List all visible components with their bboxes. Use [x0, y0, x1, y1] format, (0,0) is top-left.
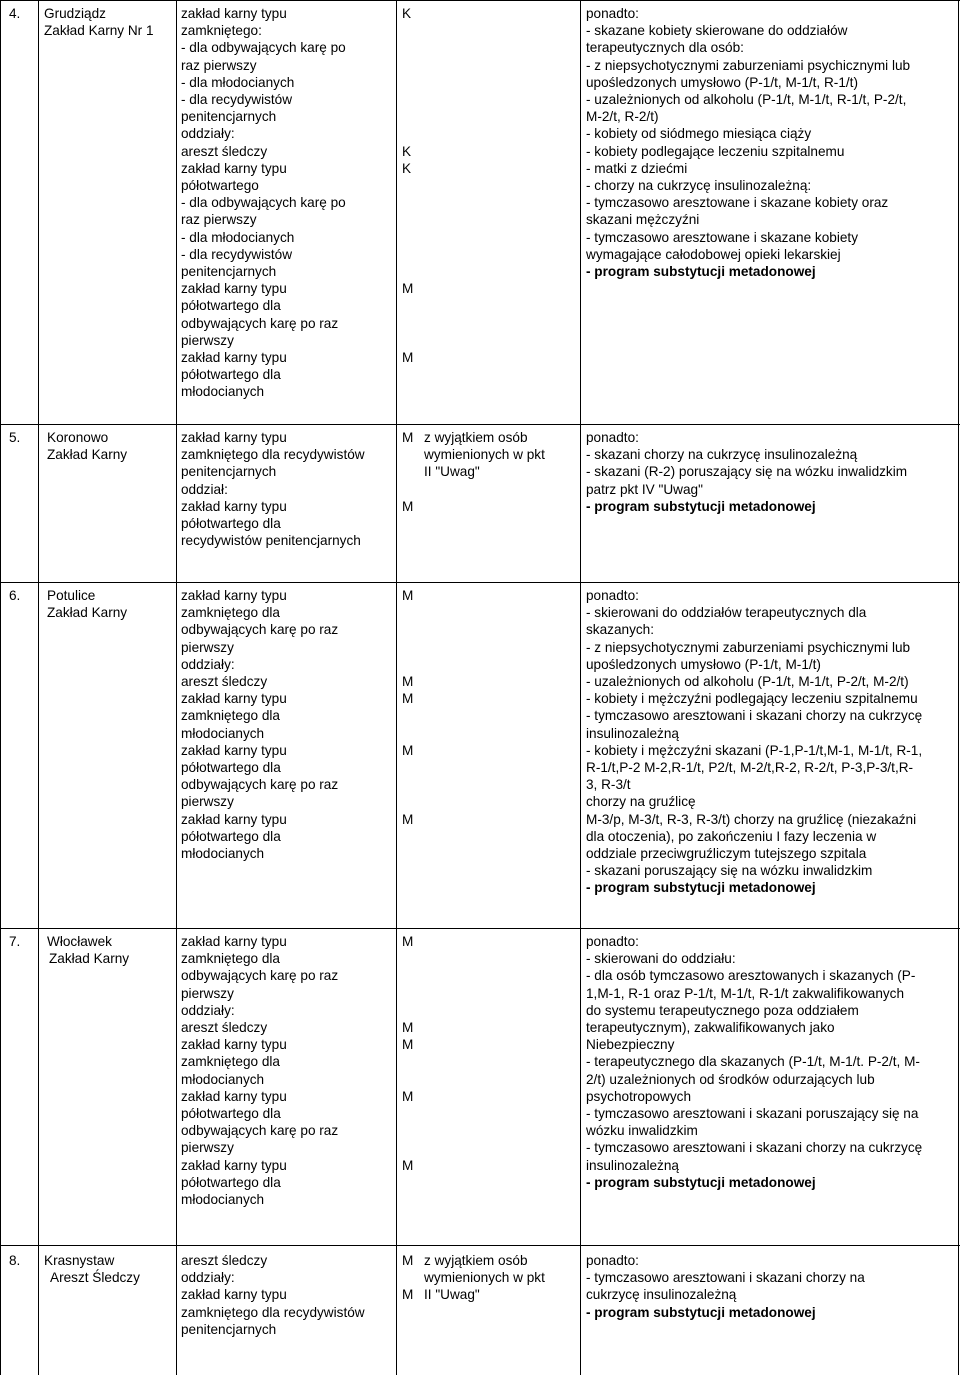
sex-code: M	[402, 1157, 414, 1173]
notes-line: insulinozależną	[586, 725, 679, 741]
row-divider	[0, 1245, 960, 1246]
facility-type-line: pierwszy	[181, 1140, 234, 1156]
notes-line: patrz pkt IV "Uwag"	[586, 481, 703, 497]
notes-line: - kobiety i mężczyźni skazani (P-1,P-1/t,M-1, M-1/t, R-1,	[586, 742, 923, 758]
facility-type-line: zamkniętego dla	[181, 708, 280, 724]
facility-type-line: zakład karny typu	[181, 6, 287, 21]
sex-code: M	[402, 934, 414, 949]
row-divider	[0, 928, 960, 929]
facility-type-line: zamkniętego dla recydywistów	[181, 447, 365, 463]
sex-code: M	[402, 1287, 414, 1303]
notes-line: skazanych:	[586, 622, 655, 638]
methadone-program-note: - program substytucji metadonowej	[586, 1304, 816, 1320]
notes-line: chorzy na gruźlicę	[586, 794, 696, 810]
table-border-right	[958, 0, 959, 1375]
facility-type-line: zamkniętego:	[181, 23, 262, 39]
notes-line: - skierowani do oddziałów terapeutycznych dla	[586, 605, 867, 621]
facility-type-line: zakład karny typu	[181, 430, 287, 445]
facility-type-line: penitencjarnych	[181, 1321, 277, 1337]
facility-type-line: młodocianych	[181, 1192, 265, 1207]
sex-code: M	[402, 1037, 414, 1053]
table-border-top	[0, 0, 960, 1]
notes-line: - tymczasowo aresztowani i skazani chorzy na	[586, 1270, 865, 1286]
facility-type-line: zakład karny typu	[181, 350, 287, 365]
facility-type-line: młodocianych	[181, 1071, 265, 1087]
facility-type-line: półotwartego dla	[181, 760, 281, 775]
institution-city: Włocławek	[47, 934, 112, 949]
methadone-program-note: - program substytucji metadonowej	[586, 498, 816, 514]
sex-code: M	[402, 1020, 414, 1035]
notes-line: dla otoczenia), po zakończeniu I fazy leczenia w	[586, 828, 877, 844]
notes-line: oddziale przeciwgruźliczym tutejszego szpitala	[586, 846, 867, 861]
notes-line: ponadto:	[586, 1253, 639, 1268]
row-number: 8.	[9, 1253, 21, 1268]
sex-code: M	[402, 1253, 414, 1268]
institution-city: Krasnystaw	[44, 1253, 115, 1268]
institution-name: Zakład Karny	[47, 447, 128, 463]
notes-line: - tymczasowo aresztowane i skazane kobiety	[586, 229, 858, 245]
facility-type-line: penitencjarnych	[181, 109, 277, 125]
facility-type-line: - dla odbywających karę po	[181, 40, 346, 56]
notes-line: upośledzonych umysłowo (P-1/t, M-1/t)	[586, 656, 821, 672]
notes-line: - kobiety podlegające leczeniu szpitalnemu	[586, 143, 845, 159]
facility-type-line: zakład karny typu	[181, 811, 287, 827]
facility-type-line: młodocianych	[181, 725, 265, 741]
facility-type-line: półotwartego dla	[181, 298, 281, 314]
sex-code: M	[402, 742, 414, 758]
sex-code: K	[402, 143, 412, 159]
facility-type-line: zamkniętego dla	[181, 1054, 280, 1070]
methadone-program-note: - program substytucji metadonowej	[586, 264, 816, 279]
sex-code: M	[402, 350, 414, 365]
facility-type-line: - dla recydywistów	[181, 246, 293, 262]
facility-type-line: pierwszy	[181, 794, 234, 810]
facility-type-line: oddziały:	[181, 1270, 235, 1286]
exception-note-line: II "Uwag"	[424, 464, 480, 480]
row-number: 4.	[9, 6, 21, 21]
facility-type-line: zakład karny typu	[181, 160, 287, 176]
notes-line: upośledzonych umysłowo (P-1/t, M-1/t, R-1/t)	[586, 74, 858, 90]
facility-type-line: raz pierwszy	[181, 57, 257, 73]
facility-type-line: oddział:	[181, 481, 228, 497]
sex-code: M	[402, 1088, 414, 1104]
facility-type-line: zamkniętego dla recydywistów	[181, 1304, 365, 1320]
facility-type-line: zamkniętego dla	[181, 951, 280, 967]
notes-line: terapeutycznym), zakwalifikowanych jako	[586, 1020, 835, 1035]
facility-type-line: oddziały:	[181, 126, 235, 142]
facility-type-line: półotwartego dla	[181, 516, 281, 531]
table-border-left	[0, 0, 1, 1375]
institution-name: Zakład Karny Nr 1	[44, 23, 154, 39]
notes-line: wymagające całodobowej opieki lekarskiej	[586, 246, 841, 262]
notes-line: - terapeutycznego dla skazanych (P-1/t, M-1/t. P-2/t, M-	[586, 1054, 920, 1070]
institution-name: Zakład Karny	[47, 605, 128, 621]
row-divider	[0, 424, 960, 425]
facility-type-line: odbywających karę po raz	[181, 777, 339, 793]
facility-type-line: pierwszy	[181, 639, 234, 655]
institution-city: Grudziądz	[44, 6, 106, 21]
notes-line: - z niepsychotycznymi zaburzeniami psychicznymi lub	[586, 639, 911, 655]
facility-type-line: zakład karny typu	[181, 1037, 287, 1053]
notes-line: M-2/t, R-2/t)	[586, 109, 659, 125]
facility-type-line: zakład karny typu	[181, 498, 287, 514]
notes-line: cukrzycę insulinozależną	[586, 1287, 737, 1303]
facility-type-line: penitencjarnych	[181, 464, 277, 480]
column-divider	[580, 0, 581, 1375]
notes-line: - tymczasowo aresztowani i skazani poruszający się na	[586, 1106, 919, 1121]
row-number: 6.	[9, 588, 21, 603]
sex-code: M	[402, 498, 414, 514]
column-divider	[176, 0, 177, 1375]
institution-name: Zakład Karny	[49, 951, 130, 967]
notes-line: Niebezpieczny	[586, 1037, 675, 1053]
sex-code: M	[402, 588, 414, 603]
facility-type-line: zakład karny typu	[181, 1157, 287, 1173]
facility-type-line: półotwartego dla	[181, 1106, 281, 1121]
facility-type-line: odbywających karę po raz	[181, 1123, 339, 1139]
facility-type-line: pierwszy	[181, 332, 234, 348]
facility-type-line: zakład karny typu	[181, 934, 287, 949]
institution-city: Potulice	[47, 588, 96, 603]
facility-type-line: areszt śledczy	[181, 1253, 268, 1268]
notes-line: - skierowani do oddziału:	[586, 951, 736, 967]
notes-line: - skazani poruszający się na wózku inwalidzkim	[586, 863, 873, 879]
sex-code: M	[402, 281, 414, 297]
exception-note-line: z wyjątkiem osób	[424, 1253, 528, 1268]
facility-type-line: areszt śledczy	[181, 1020, 268, 1035]
notes-line: - skazani chorzy na cukrzycę insulinozależną	[586, 447, 858, 463]
methadone-program-note: - program substytucji metadonowej	[586, 1174, 816, 1190]
notes-line: - z niepsychotycznymi zaburzeniami psychicznymi lub	[586, 57, 911, 73]
facility-type-line: areszt śledczy	[181, 143, 268, 159]
notes-line: - tymczasowo aresztowane i skazane kobiety oraz	[586, 195, 889, 211]
facility-type-line: półotwartego	[181, 178, 259, 193]
notes-line: ponadto:	[586, 588, 639, 603]
notes-line: - skazane kobiety skierowane do oddziałów	[586, 23, 848, 39]
facility-type-line: młodocianych	[181, 846, 265, 861]
facility-type-line: oddziały:	[181, 1002, 235, 1018]
exception-note-line: z wyjątkiem osób	[424, 430, 528, 445]
facility-type-line: recydywistów penitencjarnych	[181, 533, 361, 549]
sex-code: M	[402, 811, 414, 827]
facility-type-line: - dla młodocianych	[181, 74, 295, 90]
notes-line: - kobiety od siódmego miesiąca ciąży	[586, 126, 812, 142]
institution-city: Koronowo	[47, 430, 109, 445]
facility-type-line: półotwartego dla	[181, 828, 281, 844]
column-divider	[38, 0, 39, 1375]
sex-code: K	[402, 6, 412, 21]
sex-code: M	[402, 430, 414, 445]
facility-type-line: - dla młodocianych	[181, 229, 295, 245]
notes-line: ponadto:	[586, 934, 639, 949]
notes-line: terapeutycznych dla osób:	[586, 40, 744, 56]
notes-line: insulinozależną	[586, 1157, 679, 1173]
notes-line: 1,M-1, R-1 oraz P-1/t, M-1/t, R-1/t zakwalifikowanych	[586, 985, 905, 1001]
row-divider	[0, 582, 960, 583]
notes-line: 2/t) uzależnionych od środków odurzających lub	[586, 1071, 875, 1087]
notes-line: - uzależnionych od alkoholu (P-1/t, M-1/t, R-1/t, P-2/t,	[586, 92, 907, 107]
notes-line: - matki z dziećmi	[586, 160, 688, 176]
institution-name: Areszt Śledczy	[50, 1270, 140, 1286]
notes-line: skazani mężczyźni	[586, 212, 700, 228]
row-number: 7.	[9, 934, 21, 949]
exception-note-line: wymienionych w pkt	[424, 1270, 545, 1286]
notes-line: - tymczasowo aresztowani i skazani chorzy na cukrzycę	[586, 708, 923, 724]
notes-line: wózku inwalidzkim	[586, 1123, 698, 1139]
facility-type-line: zakład karny typu	[181, 588, 287, 603]
facility-type-line: pierwszy	[181, 985, 234, 1001]
facility-type-line: odbywających karę po raz	[181, 968, 339, 984]
facility-type-line: zakład karny typu	[181, 1287, 287, 1303]
notes-line: - dla osób tymczasowo aresztowanych i skazanych (P-	[586, 968, 916, 984]
sex-code: M	[402, 674, 414, 689]
row-number: 5.	[9, 430, 21, 445]
notes-line: - skazani (R-2) poruszający się na wózku inwalidzkim	[586, 464, 908, 480]
notes-line: - kobiety i mężczyźni podlegający leczeniu szpitalnemu	[586, 691, 918, 707]
facility-type-line: zamkniętego dla	[181, 605, 280, 621]
exception-note-line: II "Uwag"	[424, 1287, 480, 1303]
notes-line: 3, R-3/t	[586, 777, 631, 793]
notes-line: R-1/t,P-2 M-2,R-1/t, P2/t, M-2/t,R-2, R-2/t, P-3,P-3/t,R-	[586, 760, 914, 775]
notes-line: ponadto:	[586, 6, 639, 21]
facility-type-line: młodocianych	[181, 384, 265, 400]
sex-code: K	[402, 160, 412, 176]
notes-line: - chorzy na cukrzycę insulinozależną:	[586, 178, 812, 193]
notes-line: do systemu terapeutycznego poza oddziałem	[586, 1002, 859, 1018]
exception-note-line: wymienionych w pkt	[424, 447, 545, 463]
facility-type-line: zakład karny typu	[181, 281, 287, 297]
facility-type-line: odbywających karę po raz	[181, 622, 339, 638]
facility-type-line: areszt śledczy	[181, 674, 268, 689]
facility-type-line: zakład karny typu	[181, 691, 287, 707]
facility-type-line: zakład karny typu	[181, 742, 287, 758]
sex-code: M	[402, 691, 414, 707]
facility-type-line: odbywających karę po raz	[181, 315, 339, 331]
column-divider	[396, 0, 397, 1375]
facility-type-line: - dla odbywających karę po	[181, 195, 346, 211]
facility-type-line: zakład karny typu	[181, 1088, 287, 1104]
notes-line: - tymczasowo aresztowani i skazani chorzy na cukrzycę	[586, 1140, 923, 1156]
facility-type-line: półotwartego dla	[181, 1174, 281, 1190]
notes-line: - uzależnionych od alkoholu (P-1/t, M-1/t, P-2/t, M-2/t)	[586, 674, 909, 689]
notes-line: ponadto:	[586, 430, 639, 445]
facility-type-line: półotwartego dla	[181, 367, 281, 383]
methadone-program-note: - program substytucji metadonowej	[586, 880, 816, 896]
notes-line: M-3/p, M-3/t, R-3, R-3/t) chorzy na gruźlicę (niezakaźni	[586, 811, 917, 827]
facility-type-line: raz pierwszy	[181, 212, 257, 228]
facility-type-line: oddziały:	[181, 656, 235, 672]
notes-line: psychotropowych	[586, 1088, 692, 1104]
facility-type-line: penitencjarnych	[181, 264, 277, 279]
facility-type-line: - dla recydywistów	[181, 92, 293, 107]
